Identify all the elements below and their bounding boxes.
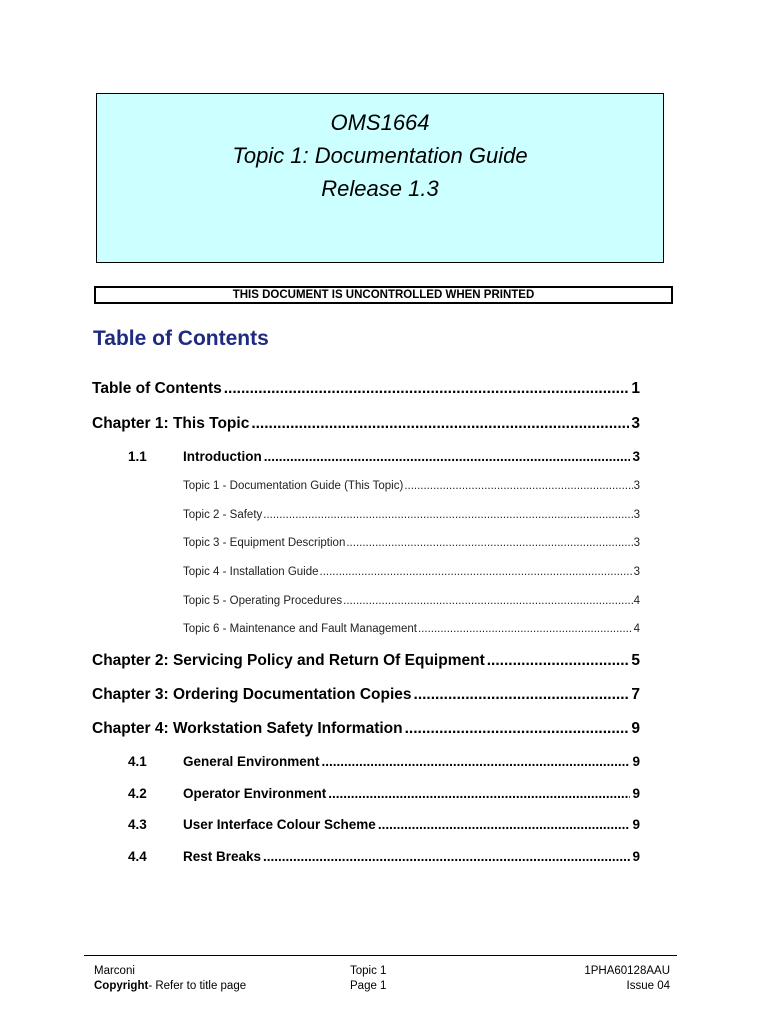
toc-label: Topic 4 - Installation Guide	[183, 566, 319, 578]
toc-leader	[320, 566, 633, 578]
toc-leader	[224, 380, 630, 398]
toc-label: Topic 2 - Safety	[183, 509, 263, 521]
toc-entry-topic-2[interactable]	[183, 509, 640, 521]
toc-page: 4	[633, 595, 640, 607]
toc-page: 9	[632, 754, 640, 769]
toc-entry-chapter-2[interactable]	[92, 652, 640, 670]
release-label: Release 1.3	[321, 176, 439, 201]
toc-page: 3	[632, 449, 640, 464]
toc-label: Chapter 4: Workstation Safety Information	[92, 720, 403, 737]
toc-entry-topic-3[interactable]	[183, 537, 640, 549]
toc-page: 9	[632, 849, 640, 864]
product-name: OMS1664	[330, 110, 430, 135]
toc-label: Topic 3 - Equipment Description	[183, 537, 346, 549]
footer-issue: Issue 04	[626, 980, 670, 992]
toc-entry-4-4[interactable]	[128, 849, 640, 864]
toc-label: Table of Contents	[92, 380, 222, 397]
toc-heading: Table of Contents	[93, 327, 269, 350]
toc-leader	[322, 754, 631, 769]
toc-label: Topic 5 - Operating Procedures	[183, 595, 343, 607]
toc-label: Rest Breaks	[183, 849, 262, 864]
toc-entry-4-2[interactable]	[128, 786, 640, 801]
toc-entry-4-1[interactable]	[128, 754, 640, 769]
footer-topic: Topic 1	[350, 965, 387, 977]
toc-label: Chapter 2: Servicing Policy and Return Of Equipment	[92, 652, 485, 669]
uncontrolled-notice: THIS DOCUMENT IS UNCONTROLLED WHEN PRINTED	[94, 286, 673, 304]
toc-leader	[418, 623, 633, 635]
toc-leader	[264, 449, 631, 464]
footer-page-number: Page 1	[350, 980, 387, 992]
toc-entry-topic-1[interactable]	[183, 480, 640, 492]
toc-leader	[263, 509, 632, 521]
toc-page: 9	[631, 720, 640, 737]
toc-entry-4-3[interactable]	[128, 817, 640, 832]
toc-label: Topic 1 - Documentation Guide (This Topic)	[183, 480, 404, 492]
toc-leader	[487, 652, 630, 670]
title-block	[96, 93, 664, 263]
document-title: Topic 1: Documentation Guide	[232, 143, 528, 168]
toc-entry-table-of-contents[interactable]	[92, 380, 640, 398]
toc-label: Introduction	[183, 449, 262, 464]
toc-page: 5	[631, 652, 640, 669]
copyright-text: - Refer to title page	[148, 980, 247, 992]
toc-number: 4.3	[128, 817, 147, 832]
toc-label: General Environment	[183, 754, 320, 769]
footer-divider	[84, 955, 677, 956]
toc-label: Operator Environment	[183, 786, 327, 801]
toc-entry-chapter-4[interactable]	[92, 720, 640, 738]
toc-entry-chapter-1[interactable]	[92, 415, 640, 433]
toc-label: Chapter 3: Ordering Documentation Copies	[92, 686, 412, 703]
toc-entry-1-1[interactable]	[128, 449, 640, 464]
toc-entry-topic-6[interactable]	[183, 623, 640, 635]
toc-number: 4.2	[128, 786, 147, 801]
toc-page: 3	[633, 509, 640, 521]
toc-page: 3	[633, 566, 640, 578]
toc-entry-topic-4[interactable]	[183, 566, 640, 578]
toc-leader	[263, 849, 630, 864]
toc-page: 7	[631, 686, 640, 703]
toc-leader	[328, 786, 630, 801]
toc-number: 1.1	[128, 449, 147, 464]
toc-leader	[251, 415, 629, 433]
toc-number: 4.1	[128, 754, 147, 769]
toc-leader	[405, 720, 630, 738]
toc-leader	[404, 480, 632, 492]
toc-page: 1	[631, 380, 640, 397]
toc-label: Chapter 1: This Topic	[92, 415, 250, 432]
toc-page: 9	[632, 786, 640, 801]
toc-label: User Interface Colour Scheme	[183, 817, 376, 832]
toc-leader	[346, 537, 632, 549]
toc-page: 3	[633, 537, 640, 549]
toc-entry-topic-5[interactable]	[183, 595, 640, 607]
toc-label: Topic 6 - Maintenance and Fault Management	[183, 623, 417, 635]
toc-leader	[414, 686, 630, 704]
toc-page: 9	[632, 817, 640, 832]
toc-leader	[343, 595, 632, 607]
toc-page: 3	[633, 480, 640, 492]
footer-doc-number: 1PHA60128AAU	[584, 965, 670, 977]
footer-company: Marconi	[94, 965, 135, 977]
toc-number: 4.4	[128, 849, 147, 864]
toc-leader	[378, 817, 631, 832]
copyright-label: Copyright	[94, 980, 149, 992]
footer-copyright	[94, 979, 246, 994]
toc-page: 4	[633, 623, 640, 635]
toc-page: 3	[631, 415, 640, 432]
toc-entry-chapter-3[interactable]	[92, 686, 640, 704]
